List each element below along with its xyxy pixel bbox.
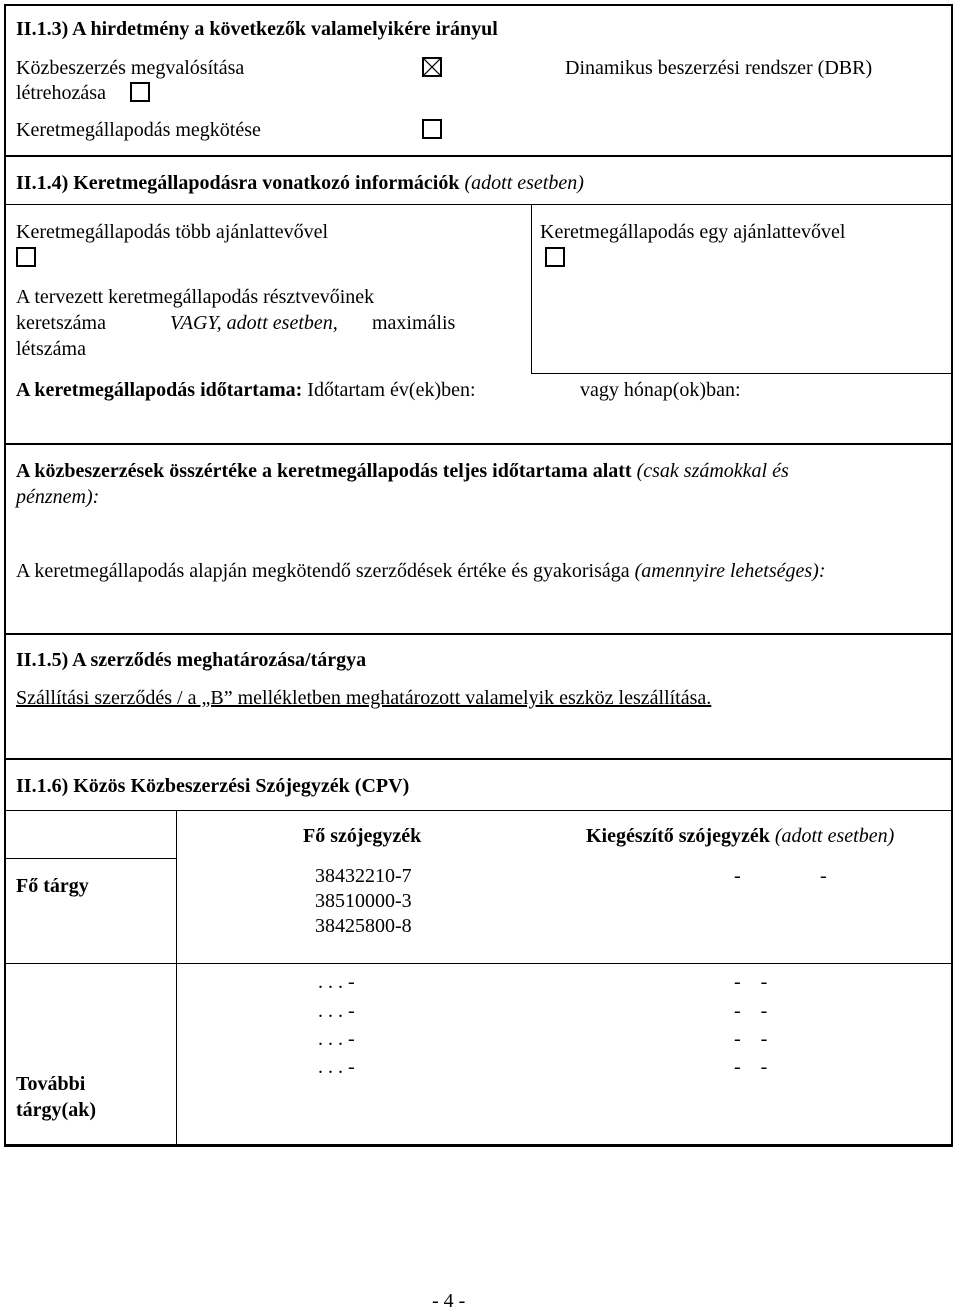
- multi-tenderer-label: Keretmegállapodás több ajánlattevővel: [16, 221, 329, 243]
- divider: [4, 204, 953, 205]
- option-dbr-label: Dinamikus beszerzési rendszer (DBR): [565, 57, 873, 79]
- contract-subject-text: Szállítási szerződés / a „B” mellékletben meghatározott valamelyik eszköz leszállítása.: [16, 687, 712, 709]
- more-supp-code: - -: [734, 1000, 768, 1022]
- participants-line-2c: maximális: [372, 312, 456, 334]
- multi-tenderer-checkbox[interactable]: [16, 247, 36, 267]
- divider: [4, 443, 953, 445]
- more-cpv-code: . . . -: [318, 1028, 355, 1050]
- participants-line-2b: VAGY, adott esetben,: [170, 312, 338, 334]
- col-supp-vocab: Kiegészítő szójegyzék (adott esetben): [586, 825, 895, 847]
- column-divider: [531, 205, 532, 373]
- contracts-line: A keretmegállapodás alapján megkötendő szerződések értéke és gyakorisága (amennyire lehetséges):: [16, 560, 826, 582]
- option-framework-checkbox[interactable]: [422, 119, 442, 139]
- divider: [4, 963, 953, 964]
- participants-line-2a: keretszáma: [16, 312, 106, 334]
- row-more-subjects-2: tárgy(ak): [16, 1099, 96, 1121]
- single-tenderer-label: Keretmegállapodás egy ajánlattevővel: [540, 221, 846, 243]
- more-cpv-code: . . . -: [318, 971, 355, 993]
- divider: [4, 633, 953, 635]
- duration-line: A keretmegállapodás időtartama: Időtartam év(ek)ben:: [16, 379, 476, 401]
- section-113-heading: II.1.3) A hirdetmény a következők valamelyikére irányul: [16, 18, 498, 40]
- participants-line-1: A tervezett keretmegállapodás résztvevőinek: [16, 286, 375, 308]
- section-116-heading: II.1.6) Közös Közbeszerzési Szójegyzék (CPV): [16, 775, 410, 797]
- row-more-subjects: További: [16, 1073, 86, 1095]
- total-value-line: A közbeszerzések összértéke a keretmegállapodás teljes időtartama alatt (csak számokkal és: [16, 460, 789, 482]
- divider: [4, 858, 176, 859]
- main-supp-code: -: [820, 865, 827, 887]
- more-supp-code: - -: [734, 971, 768, 993]
- more-supp-code: - -: [734, 1028, 768, 1050]
- checked-x-icon: [424, 59, 440, 75]
- divider: [4, 758, 953, 760]
- option-dbr-label-2: létrehozása: [16, 82, 106, 104]
- divider: [4, 810, 953, 811]
- section-115-heading: II.1.5) A szerződés meghatározása/tárgya: [16, 649, 367, 671]
- main-cpv-code: 38510000-3: [315, 890, 412, 912]
- main-cpv-code: 38432210-7: [315, 865, 412, 887]
- row-main-subject: Fő tárgy: [16, 875, 89, 897]
- main-supp-code: -: [734, 865, 741, 887]
- more-supp-code: - -: [734, 1056, 768, 1078]
- more-cpv-code: . . . -: [318, 1000, 355, 1022]
- section-114-heading: II.1.4) Keretmegállapodásra vonatkozó információk (adott esetben): [16, 172, 584, 194]
- total-value-line-2: pénznem):: [16, 486, 100, 508]
- option-framework-label: Keretmegállapodás megkötése: [16, 119, 261, 141]
- participants-line-3: létszáma: [16, 338, 86, 360]
- page-number: - 4 -: [432, 1290, 466, 1312]
- main-cpv-code: 38425800-8: [315, 915, 412, 937]
- single-tenderer-checkbox[interactable]: [545, 247, 565, 267]
- col-main-vocab: Fő szójegyzék: [303, 825, 422, 847]
- column-divider: [176, 811, 177, 1147]
- option-procurement-label: Közbeszerzés megvalósítása: [16, 57, 245, 79]
- option-procurement-checkbox[interactable]: [422, 57, 442, 77]
- divider: [531, 373, 953, 374]
- more-cpv-code: . . . -: [318, 1056, 355, 1078]
- duration-months: vagy hónap(ok)ban:: [580, 379, 741, 401]
- option-dbr-checkbox[interactable]: [130, 82, 150, 102]
- divider: [4, 155, 953, 157]
